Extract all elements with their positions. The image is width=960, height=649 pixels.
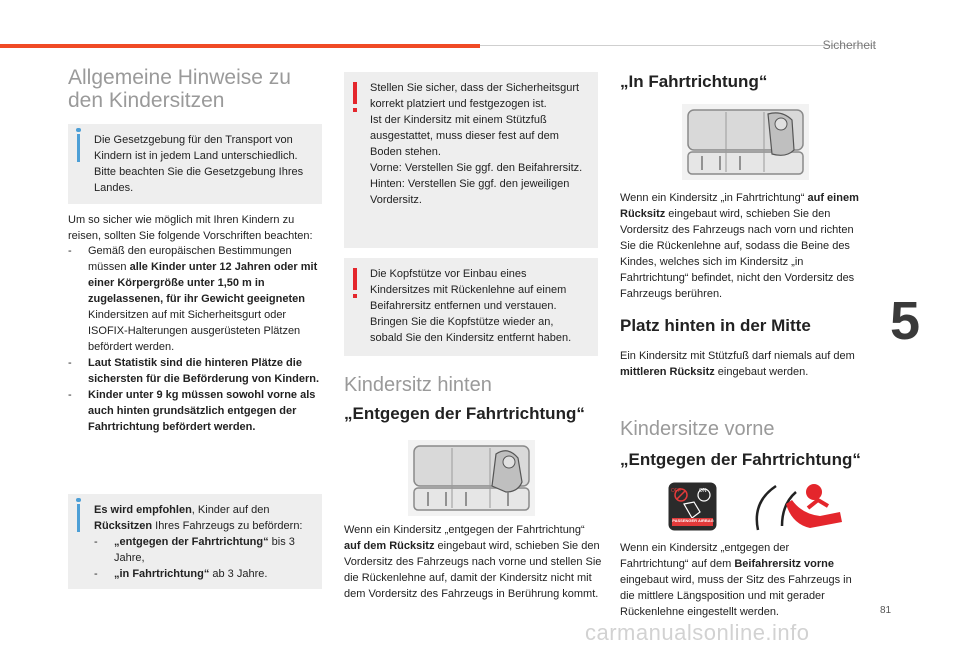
list-dash: - [68,245,72,257]
warn1-p3: Vorne: Verstellen Sie ggf. den Beifahrersitz. [370,162,583,174]
info2-bold: Es wird empfohlen [94,504,192,516]
list-item [68,355,326,387]
info-box-recommendation [68,494,322,589]
middle-pre: Ein Kindersitz mit Stützfuß darf niemals auf dem [620,350,855,362]
info-icon [77,504,80,532]
section-label: Sicherheit [822,38,876,52]
heading-front-rear-facing: „Entgegen der Fahrtrichtung“ [620,450,861,469]
list-item [68,243,326,355]
info-icon [77,134,80,162]
airbag-off-label: OFF [671,488,681,494]
recommendation-list [94,534,312,582]
warn1-p4: Hinten: Verstellen Sie ggf. den jeweiligen Vordersitz. [370,178,570,206]
front-pre: Wenn ein Kindersitz „entgegen der Fahrtrichtung“ auf dem [620,542,790,570]
item2-bold: „in Fahrtrichtung“ [114,568,210,580]
rear-facing-text [344,522,602,602]
info-legislation-text: Die Gesetzgebung für den Transport von Kindern ist in jedem Land unterschiedlich. Bitte beachten Sie die Gesetzgebung Ihres Landes. [94,134,304,194]
heading-rear-middle: Platz hinten in der Mitte [620,316,811,335]
rule1-text-end: Kindersitzen auf mit Sicherheitsgurt oder ISOFIX-Halterungen ausgerüsteten Plätzen befördert werden. [88,309,301,353]
info-box-legislation [68,124,322,204]
rear-facing-pre: Wenn ein Kindersitz „entgegen der Fahrtrichtung“ [344,524,585,536]
list-dash: - [68,357,72,369]
watermark: carmanualsonline.info [585,620,810,645]
rear-middle-text [620,348,860,380]
rule1-bold: alle Kinder unter 12 Jahren oder mit einer Körpergröße unter 1,50 m in zugelassenen, für ihr Gewicht geeigneten [88,261,318,305]
list-item [94,534,312,566]
col1-intro: Um so sicher wie möglich mit Ihren Kindern zu reisen, sollten Sie folgende Vorschriften beachten: [68,214,313,242]
airbag-caption: PASSENGER AIRBAG [672,518,714,523]
rule1-text: Gemäß den europäischen Bestimmungen müssen [88,245,292,273]
page-number: 81 [880,605,892,616]
rule3-bold: Kinder unter 9 kg müssen sowohl vorne als auch hinten grundsätzlich entgegen der Fahrtrichtung befördert werden. [88,389,316,433]
info2-mid: , Kinder auf den [191,504,270,516]
warn1-p1: Stellen Sie sicher, dass der Sicherheitsgurt korrekt platziert und festgezogen ist. [370,82,580,110]
warning-box-seatbelt [344,72,598,248]
warn2-p1: Die Kopfstütze vor Einbau eines Kindersitzes mit Rückenlehne auf einem Beifahrersitz entfernen und verstauen. [370,268,567,312]
front-post: eingebaut wird, muss der Sitz des Fahrzeugs in die mittlere Längsposition und mit gerader Rückenlehne eingestellt werden. [620,574,852,618]
rear-facing-bold: auf dem Rücksitz [344,540,435,552]
rule2-bold: Laut Statistik sind die hinteren Plätze die sichersten für die Beförderung von Kindern. [88,357,320,385]
front-bold: Beifahrersitz vorne [734,558,834,570]
rear-facing-post: eingebaut wird, schieben Sie den Vordersitz des Fahrzeugs nach vorne und stellen Sie die Rückenlehne auf, damit der Kindersitz nicht mit dem Vordersitz des Fahrzeugs in Berührung kommt. [344,540,602,600]
item1-bold: „entgegen der Fahrtrichtung“ [114,536,269,548]
warn1-p2: Ist der Kindersitz mit einem Stützfuß ausgestattet, muss dieser fest auf dem Boden stehen. [370,114,559,158]
item1-post: bis 3 Jahre, [114,536,295,564]
list-dash: - [68,389,72,401]
header-accent-bar [0,44,480,48]
heading-rear-facing: „Entgegen der Fahrtrichtung“ [344,404,585,423]
forward-bold: auf einem Rücksitz [620,192,859,220]
forward-facing-text [620,190,860,302]
airbag-on-label: ON [699,488,707,494]
list-dash: - [94,568,98,580]
list-dash: - [94,536,98,548]
info2-bold2: Rücksitzen [94,520,153,532]
item2-post: ab 3 Jahre. [209,568,268,580]
chapter-number: 5 [890,291,921,351]
rules-list [68,243,326,435]
forward-pre: Wenn ein Kindersitz „in Fahrtrichtung“ [620,192,808,204]
heading-front-seat: Kindersitze vorne [620,418,775,440]
middle-post: eingebaut werden. [714,366,809,378]
list-item [94,566,312,582]
col1-title [68,66,328,112]
forward-facing-child-seat-image [682,104,809,180]
heading-forward-facing: „In Fahrtrichtung“ [620,72,768,91]
heading-rear-seat: Kindersitz hinten [344,374,492,396]
middle-bold: mittleren Rücksitz [620,366,715,378]
col1-title-line1: Allgemeine Hinweise zu [68,66,291,89]
warning-box-headrest [344,258,598,356]
warn2-p2: Bringen Sie die Kopfstütze wieder an, sobald Sie den Kindersitz entfernt haben. [370,316,572,344]
info-recommendation-text [94,502,312,534]
rear-facing-seat-airbag-warning-icon [752,480,848,536]
front-rear-facing-text [620,540,860,620]
info2-post: Ihres Fahrzeugs zu befördern: [152,520,303,532]
forward-post: eingebaut wird, schieben Sie den Vordersitz des Fahrzeugs nach vorn und richten Sie die Rückenlehne auf, sodass die Beine des Kindes, welches sich im Kindersitz „in Fahrtrichtung“ befindet, nicht den Vordersitz des Fahrzeugs berühren. [620,208,855,300]
warning-icon [353,268,357,290]
warning-icon [353,82,357,104]
col1-title-line2: den Kindersitzen [68,89,225,112]
list-item [68,387,326,435]
rear-facing-child-seat-image [408,440,535,516]
